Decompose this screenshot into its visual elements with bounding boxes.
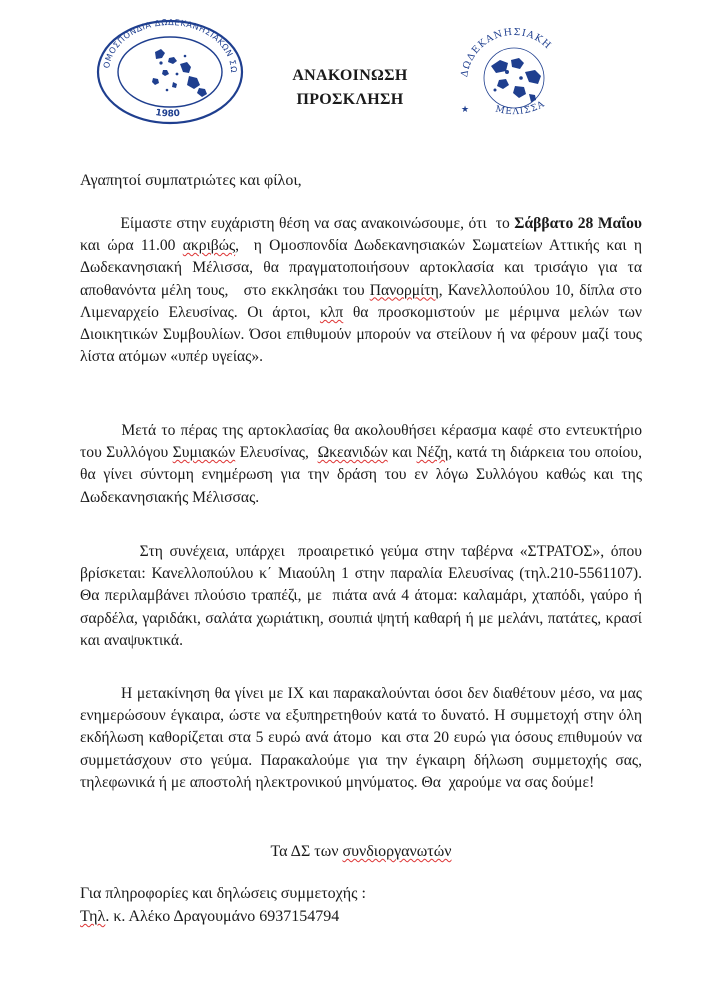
event-date: Σάββατο 28 Μαΐου xyxy=(514,215,642,232)
contact-phone-line xyxy=(80,908,339,926)
text-underlined: συνδιοργανωτών xyxy=(342,843,452,860)
text-segment: και ώρα 11.00 xyxy=(80,215,646,255)
svg-text:ΜΕΛΙΣΣΑ: ΜΕΛΙΣΣΑ xyxy=(494,99,547,118)
text-underlined: Πανορμίτη xyxy=(369,281,439,299)
text-segment: Ελευσίνας, xyxy=(235,444,318,462)
indent xyxy=(80,215,120,232)
paragraph-transport-and-fees: Η μετακίνηση θα γίνει με ΙΧ και παρακαλούνται όσοι δεν διαθέτουν μέσο, να μας ενημερώσουν έγκαιρα, ώστε να εξυπηρετηθούν κατά το δυνατό. Η συμμετοχή στην όλη εκδήλωση καθορίζεται στα 5 ευρώ ανά άτομο και στα 20 ευρώ για όσους επιθυμούν να συμμετάσχουν στο γεύμα. Παρακαλούμε για την έγκαιρη δήλωση συμμετοχής σας, τηλεφωνικά ή με αποστολή ηλεκτρονικού μηνύματος. Θα χαρούμε να σας δούμε! xyxy=(80,685,646,791)
text-underlined: Συμιακών xyxy=(172,444,236,462)
phone-contact: . κ. Αλέκο Δραγουμάνο 6937154794 xyxy=(105,908,340,925)
text-segment: , Κανελλοπούλου 10, δίπλα στο Λιμεναρχείο Ελευσίνας. Οι άρτοι, xyxy=(80,281,646,321)
text-segment: , η Ομοσπονδία Δωδεκανησιακών Σωματείων Αττικής και η Δωδεκανησιακή Μέλισσα, θα πραγματοποιήσουν αρτοκλασία και τρισάγιο για τα αποθανόντα μέλη τους, στο εκκλησάκι του xyxy=(80,237,646,299)
text-underlined: Νέζη xyxy=(416,444,449,462)
svg-text:★: ★ xyxy=(461,105,470,115)
announcement-heading xyxy=(250,64,450,112)
greeting: Αγαπητοί συμπατριώτες και φίλοι, xyxy=(80,172,302,189)
contact-info-heading: Για πληροφορίες και δηλώσεις συμμετοχής : xyxy=(80,885,366,902)
dodecanese-bee-logo xyxy=(455,20,573,132)
paragraph-event-announcement xyxy=(80,213,646,368)
text-underlined: κλπ xyxy=(319,303,344,321)
federation-seal-logo xyxy=(95,18,245,126)
text-underlined: Ωκεανιδών xyxy=(317,444,388,462)
svg-text:ΔΩΔΕΚΑΝΗΣΙΑΚΗ: ΔΩΔΕΚΑΝΗΣΙΑΚΗ xyxy=(459,26,554,79)
svg-text:ΟΜΟΣΠΟΝΔΙΑ ΔΩΔΕΚΑΝΗΣΙΑΚΩΝ ΣΩΜΑ: ΟΜΟΣΠΟΝΔΙΑ ΔΩΔΕΚΑΝΗΣΙΑΚΩΝ ΣΩ xyxy=(101,18,240,74)
text-segment: Μετά το πέρας της αρτοκλασίας θα ακολουθήσει κέρασμα καφέ στο εντευκτήριο του Συλλόγου xyxy=(80,422,646,462)
paragraph-optional-meal: Στη συνέχεια, υπάρχει προαιρετικό γεύμα στην ταβέρνα «ΣΤΡΑΤΟΣ», όπου βρίσκεται: Κανελλοπούλου κ΄ Μιαούλη 1 στην παραλία Ελευσίνας (τηλ.210-5561107). Θα περιλαμβάνει πλούσιο τραπέζι, με πιάτα ανά 4 άτομα: καλαμάρι, χταπόδι, γαύρο ή σαρδέλα, γαριδάκι, σαλάτα χωριάτικη, σουπιά ψητή καθαρή ή με μελάνι, πατάτες, κρασί και αναψυκτικά. xyxy=(80,543,646,649)
text-segment: θα προσκομιστούν με μέριμνα μελών των Διοικητικών Συμβουλίων. Όσοι επιθυμούν μπορούν να στείλουν ή να φέρουν μαζί τους λίστα ατόμων «υπέρ υγείας». xyxy=(80,303,646,366)
signature-line xyxy=(80,843,642,861)
phone-label: Τηλ xyxy=(80,908,106,925)
heading-line-announcement: ΑΝΑΚΟΙΝΩΣΗ xyxy=(292,67,408,84)
text-segment: , κατά τη διάρκεια του οποίου, θα γίνει σύντομη ενημέρωση για την δράση του εν λόγω Συλλόγου καθώς και της Δωδεκανησιακής Μέλισσας. xyxy=(80,444,646,506)
svg-text:1980: 1980 xyxy=(154,108,181,120)
heading-line-invitation: ΠΡΟΣΚΛΗΣΗ xyxy=(296,91,404,108)
paragraph-coffee-reception xyxy=(80,420,646,509)
text-segment: και xyxy=(387,444,417,462)
text-segment: Τα ΔΣ των xyxy=(270,843,343,860)
text-underlined: ακριβώς xyxy=(182,237,236,255)
text-segment: Είμαστε στην ευχάριστη θέση να σας ανακοινώσουμε, ότι το xyxy=(120,215,515,232)
